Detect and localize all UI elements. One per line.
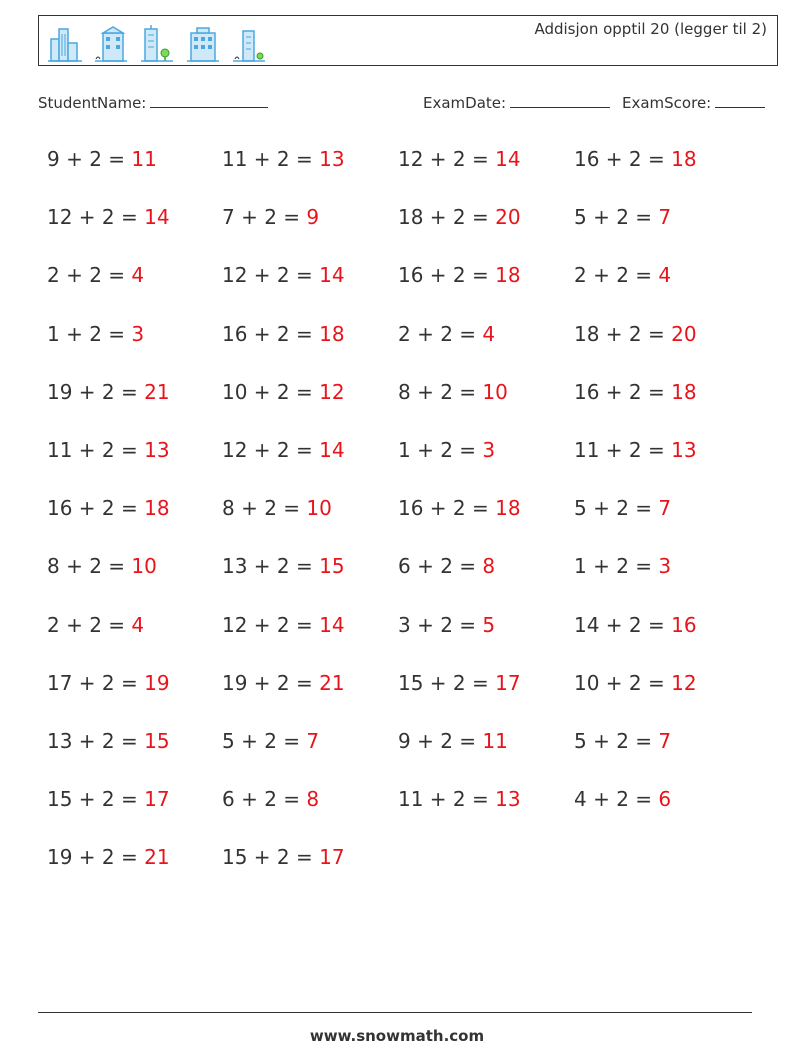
problem-item <box>222 205 319 229</box>
problem-question: 16 + 2 = <box>47 496 145 521</box>
problem-item <box>222 263 345 287</box>
problem-answer: 8 <box>482 554 496 579</box>
problem-item <box>574 729 671 753</box>
worksheet-title: Addisjon opptil 20 (legger til 2) <box>534 20 767 38</box>
exam-date-label: ExamDate: <box>423 94 507 112</box>
problem-question: 19 + 2 = <box>222 670 320 695</box>
problem-answer: 18 <box>144 496 170 521</box>
problem-question: 18 + 2 = <box>398 205 496 230</box>
header-icons <box>47 21 267 63</box>
problem-answer: 15 <box>319 554 345 579</box>
problem-item <box>47 787 170 811</box>
problem-item <box>47 147 157 171</box>
problem-answer: 19 <box>144 670 170 695</box>
problem-question: 2 + 2 = <box>47 263 132 288</box>
problem-item <box>47 671 170 695</box>
problem-answer: 12 <box>671 670 697 695</box>
problem-item <box>398 613 495 637</box>
problem-item <box>47 554 157 578</box>
problem-item <box>574 147 697 171</box>
problem-question: 19 + 2 = <box>47 379 145 404</box>
problem-answer: 14 <box>319 612 345 637</box>
problem-answer: 18 <box>671 379 697 404</box>
problem-item <box>47 438 170 462</box>
problem-question: 14 + 2 = <box>574 612 672 637</box>
small-tower-icon <box>231 25 267 63</box>
problem-answer: 4 <box>482 321 496 346</box>
problem-item <box>574 613 697 637</box>
apartment-building-icon <box>185 25 221 63</box>
exam-date-blank <box>510 93 610 108</box>
problem-answer: 13 <box>319 147 345 171</box>
problem-item <box>47 380 170 404</box>
problem-answer: 10 <box>306 496 332 521</box>
problem-answer: 4 <box>131 263 145 288</box>
problem-question: 13 + 2 = <box>47 729 145 753</box>
problem-item <box>47 263 144 287</box>
problem-answer: 5 <box>482 612 496 637</box>
problem-answer: 17 <box>495 670 521 695</box>
problem-answer: 3 <box>482 438 496 462</box>
problem-item <box>398 147 521 171</box>
problem-item <box>47 496 170 520</box>
problem-question: 13 + 2 = <box>222 554 320 579</box>
problem-answer: 12 <box>319 379 345 404</box>
problem-answer: 20 <box>495 205 521 230</box>
problem-question: 9 + 2 = <box>47 147 132 171</box>
problem-item <box>398 380 508 404</box>
problem-item <box>398 496 521 520</box>
problem-answer: 16 <box>671 612 697 637</box>
problem-answer: 14 <box>144 205 170 230</box>
problem-item <box>222 147 345 171</box>
student-name-field <box>38 93 268 112</box>
problem-question: 12 + 2 = <box>47 205 145 230</box>
problem-item <box>47 845 170 869</box>
problem-item <box>574 438 697 462</box>
problem-item <box>222 554 345 578</box>
problem-answer: 13 <box>495 787 521 812</box>
problem-question: 8 + 2 = <box>398 379 483 404</box>
problem-question: 2 + 2 = <box>47 612 132 637</box>
problem-question: 2 + 2 = <box>574 263 659 288</box>
problem-item <box>222 322 345 346</box>
problem-item <box>574 205 671 229</box>
problem-question: 18 + 2 = <box>574 321 672 346</box>
problem-question: 6 + 2 = <box>398 554 483 579</box>
problem-answer: 21 <box>144 379 170 404</box>
problem-question: 17 + 2 = <box>47 670 145 695</box>
problem-answer: 17 <box>144 787 170 812</box>
problem-item <box>574 380 697 404</box>
problem-answer: 7 <box>658 496 672 521</box>
problem-question: 16 + 2 = <box>574 147 672 171</box>
problem-item <box>398 205 521 229</box>
problem-question: 15 + 2 = <box>47 787 145 812</box>
exam-date-field <box>423 93 610 112</box>
problem-question: 11 + 2 = <box>47 438 145 462</box>
house-building-icon <box>93 25 129 63</box>
problem-item <box>398 787 521 811</box>
problem-question: 15 + 2 = <box>398 670 496 695</box>
problem-question: 8 + 2 = <box>47 554 132 579</box>
problem-answer: 14 <box>495 147 521 171</box>
problem-answer: 20 <box>671 321 697 346</box>
problem-answer: 11 <box>482 729 508 753</box>
problem-answer: 18 <box>495 263 521 288</box>
footer-divider <box>38 1012 752 1013</box>
problem-answer: 11 <box>131 147 157 171</box>
problem-answer: 6 <box>658 787 672 812</box>
problem-question: 9 + 2 = <box>398 729 483 753</box>
problem-item <box>398 438 495 462</box>
tower-with-tree-icon <box>139 25 175 63</box>
problem-question: 12 + 2 = <box>222 438 320 462</box>
problem-item <box>398 263 521 287</box>
office-buildings-icon <box>47 25 83 63</box>
problem-item <box>47 205 170 229</box>
problem-answer: 10 <box>482 379 508 404</box>
problem-question: 1 + 2 = <box>574 554 659 579</box>
student-name-label: StudentName: <box>38 94 147 112</box>
problem-question: 4 + 2 = <box>574 787 659 812</box>
problem-question: 16 + 2 = <box>398 496 496 521</box>
problem-item <box>398 671 521 695</box>
problem-question: 5 + 2 = <box>222 729 307 753</box>
problem-answer: 21 <box>319 670 345 695</box>
problem-question: 5 + 2 = <box>574 205 659 230</box>
problem-answer: 3 <box>131 321 145 346</box>
problem-answer: 10 <box>131 554 157 579</box>
problem-answer: 14 <box>319 263 345 288</box>
problem-answer: 7 <box>306 729 320 753</box>
problem-question: 1 + 2 = <box>47 321 132 346</box>
student-name-blank <box>150 93 268 108</box>
problem-answer: 7 <box>658 729 672 753</box>
problem-item <box>222 613 345 637</box>
problem-item <box>398 322 495 346</box>
problem-question: 12 + 2 = <box>222 263 320 288</box>
problem-answer: 4 <box>131 612 145 637</box>
problem-question: 16 + 2 = <box>222 321 320 346</box>
problem-question: 12 + 2 = <box>222 612 320 637</box>
problem-question: 16 + 2 = <box>574 379 672 404</box>
problem-question: 16 + 2 = <box>398 263 496 288</box>
problem-answer: 9 <box>306 205 320 230</box>
problem-question: 1 + 2 = <box>398 438 483 462</box>
problem-item <box>574 554 671 578</box>
problem-answer: 7 <box>658 205 672 230</box>
problem-question: 15 + 2 = <box>222 845 320 870</box>
problem-answer: 3 <box>658 554 672 579</box>
problem-item <box>574 787 671 811</box>
problem-question: 8 + 2 = <box>222 496 307 521</box>
problem-answer: 18 <box>671 147 697 171</box>
problem-question: 10 + 2 = <box>574 670 672 695</box>
problem-question: 12 + 2 = <box>398 147 496 171</box>
problem-item <box>222 787 319 811</box>
problem-answer: 4 <box>658 263 672 288</box>
problem-item <box>398 729 508 753</box>
problem-item <box>574 496 671 520</box>
problem-answer: 15 <box>144 729 170 753</box>
problem-question: 11 + 2 = <box>574 438 672 462</box>
exam-score-blank <box>715 93 765 108</box>
problem-answer: 8 <box>306 787 320 812</box>
problem-answer: 17 <box>319 845 345 870</box>
problem-item <box>222 438 345 462</box>
problem-item <box>574 322 697 346</box>
problem-question: 11 + 2 = <box>222 147 320 171</box>
problem-item <box>222 729 319 753</box>
problem-item <box>47 729 170 753</box>
exam-score-label: ExamScore: <box>622 94 712 112</box>
problem-item <box>222 496 332 520</box>
problem-item <box>398 554 495 578</box>
problem-item <box>222 671 345 695</box>
problem-question: 3 + 2 = <box>398 612 483 637</box>
problem-answer: 14 <box>319 438 345 462</box>
problem-item <box>47 613 144 637</box>
problem-question: 7 + 2 = <box>222 205 307 230</box>
problem-question: 19 + 2 = <box>47 845 145 870</box>
problem-item <box>222 845 345 869</box>
problem-item <box>47 322 144 346</box>
problem-question: 5 + 2 = <box>574 496 659 521</box>
problem-answer: 18 <box>319 321 345 346</box>
problem-answer: 13 <box>671 438 697 462</box>
problem-question: 2 + 2 = <box>398 321 483 346</box>
footer-url: www.snowmath.com <box>309 1027 485 1045</box>
problem-answer: 13 <box>144 438 170 462</box>
problem-item <box>222 380 345 404</box>
problem-answer: 21 <box>144 845 170 870</box>
problem-item <box>574 263 671 287</box>
problem-item <box>574 671 697 695</box>
problem-question: 6 + 2 = <box>222 787 307 812</box>
problem-question: 5 + 2 = <box>574 729 659 753</box>
problem-question: 11 + 2 = <box>398 787 496 812</box>
problem-answer: 18 <box>495 496 521 521</box>
problem-question: 10 + 2 = <box>222 379 320 404</box>
exam-score-field <box>622 93 765 112</box>
worksheet-header <box>38 15 778 66</box>
